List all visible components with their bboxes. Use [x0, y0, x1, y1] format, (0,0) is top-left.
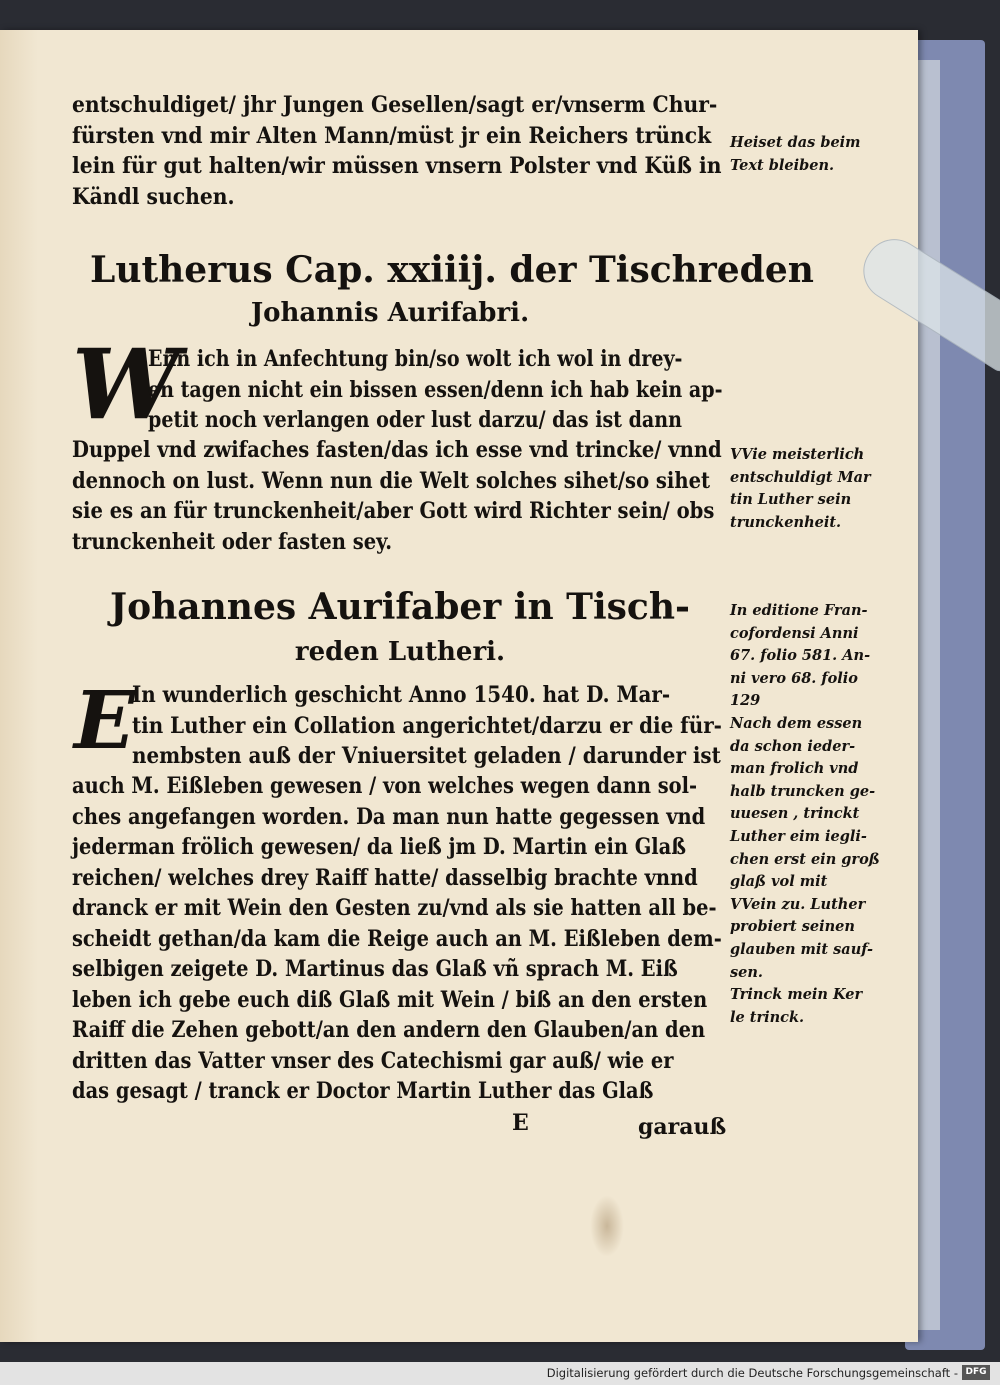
margin-line: trunckenheit. [730, 513, 842, 531]
text-line: jederman frölich gewesen/ da ließ jm D. Martin ein Glaß [72, 834, 687, 860]
section-heading-1: Lutherus Cap. xxiiij. der Tischreden [90, 249, 814, 291]
section-heading-2-cont: reden Lutheri. [294, 637, 506, 667]
text-line: dritten das Vatter vnser des Catechismi gar auß/ wie er [72, 1047, 674, 1074]
text-line: nembsten auß der Vniuersitet geladen / darunder ist [132, 743, 721, 769]
text-line: trunckenheit oder fasten sey. [72, 528, 393, 555]
margin-note-2 [730, 444, 871, 534]
margin-line: VVie meisterlich [730, 446, 865, 463]
funding-credit: Digitalisierung gefördert durch die Deutsche Forschungsgemeinschaft - [546, 1366, 958, 1380]
paper-stain [590, 1195, 624, 1257]
text-line: dranck er mit Wein den Gesten zu/vnd als sie hatten all be- [72, 895, 717, 921]
text-line: entschuldiget/ jhr Jungen Gesellen/sagt er/vnserm Chur- [72, 92, 718, 118]
margin-line: da schon ieder- [730, 737, 856, 755]
margin-note-1 [730, 132, 861, 177]
margin-line: cofordensi Anni [730, 624, 859, 642]
text-line: auch M. Eißleben gewesen / von welches wegen dann sol- [72, 773, 698, 799]
text-line: reichen/ welches drey Raiff hatte/ dasselbig brachte vnnd [72, 864, 698, 891]
text-block-aurifaber-cont [72, 771, 808, 1107]
text-line: Raiff die Zehen gebott/an den andern den Glauben/an den [72, 1017, 706, 1043]
text-line: Kändl suchen. [72, 183, 235, 210]
text-line: dennoch on lust. Wenn nun die Welt solches sihet/so sihet [72, 467, 711, 494]
catchword: garauß [638, 1114, 727, 1140]
margin-line: glaß vol mit [730, 873, 828, 891]
drop-cap-2: E [74, 673, 135, 767]
margin-line: probiert seinen [730, 918, 855, 936]
text-block-opening [72, 90, 776, 212]
dfg-logo: DFG [962, 1365, 990, 1380]
text-line: ches angefangen worden. Da man nun hatte gegessen vnd [72, 803, 706, 830]
text-line: selbigen zeigete D. Martinus das Glaß vñ sprach M. Eiß [72, 956, 678, 982]
text-line: petit noch verlangen oder lust darzu/ das ist dann [148, 407, 682, 433]
margin-line: Nach dem essen [730, 714, 863, 732]
margin-line: le trinck. [730, 1008, 805, 1026]
margin-line: 67. folio 581. An- [730, 647, 871, 665]
margin-line: man frolich vnd [730, 760, 859, 778]
text-block-lutherus-cont [72, 435, 803, 557]
section-heading-2: Johannes Aurifaber in Tisch- [110, 586, 690, 628]
text-line: en tagen nicht ein bissen essen/denn ich hab kein ap- [148, 376, 723, 403]
text-block-aurifaber [132, 680, 785, 772]
margin-line: sen. [730, 963, 763, 981]
text-line: In wunderlich geschicht Anno 1540. hat D. Mar- [132, 682, 671, 708]
text-line: Enn ich in Anfechtung bin/so wolt ich wol in drey- [148, 346, 683, 372]
margin-line: halb truncken ge- [730, 782, 876, 800]
margin-line: Text bleiben. [730, 156, 835, 174]
signature-mark: E [512, 1110, 529, 1136]
text-line: sie es an für trunckenheit/aber Gott wird Richter sein/ obs [72, 498, 715, 524]
text-line: Duppel vnd zwifaches fasten/das ich esse vnd trincke/ vnnd [72, 437, 722, 463]
margin-line: tin Luther sein [730, 491, 852, 509]
margin-line: Luther eim iegli- [730, 827, 867, 845]
margin-line: 129 [730, 692, 761, 710]
margin-line: chen erst ein groß [730, 850, 880, 868]
text-line: lein für gut halten/wir müssen vnsern Polster vnd Küß in [72, 153, 722, 179]
text-line: scheidt gethan/da kam die Reige auch an M. Eißleben dem- [72, 925, 722, 952]
text-line: das gesagt / tranck er Doctor Martin Luther das Glaß [72, 1078, 654, 1104]
text-block-lutherus [148, 344, 811, 436]
margin-line: VVein zu. Luther [730, 895, 866, 913]
drop-cap-1: W [72, 328, 180, 441]
text-line: fürsten vnd mir Alten Mann/müst jr ein Reichers trünck [72, 122, 712, 149]
margin-line: Heiset das beim [730, 134, 861, 151]
section-subheading-1: Johannis Aurifabri. [250, 298, 530, 328]
margin-line: entschuldigt Mar [730, 468, 871, 486]
text-line: tin Luther ein Collation angerichtet/darzu er die für- [132, 712, 722, 739]
margin-line: glauben mit sauf- [730, 940, 873, 958]
margin-line: Trinck mein Ker [730, 986, 863, 1004]
margin-line: uuesen , trinckt [730, 805, 860, 823]
margin-line: ni vero 68. folio [730, 669, 858, 687]
text-line: leben ich gebe euch diß Glaß mit Wein / biß an den ersten [72, 986, 708, 1013]
margin-line: In editione Fran- [730, 602, 868, 619]
